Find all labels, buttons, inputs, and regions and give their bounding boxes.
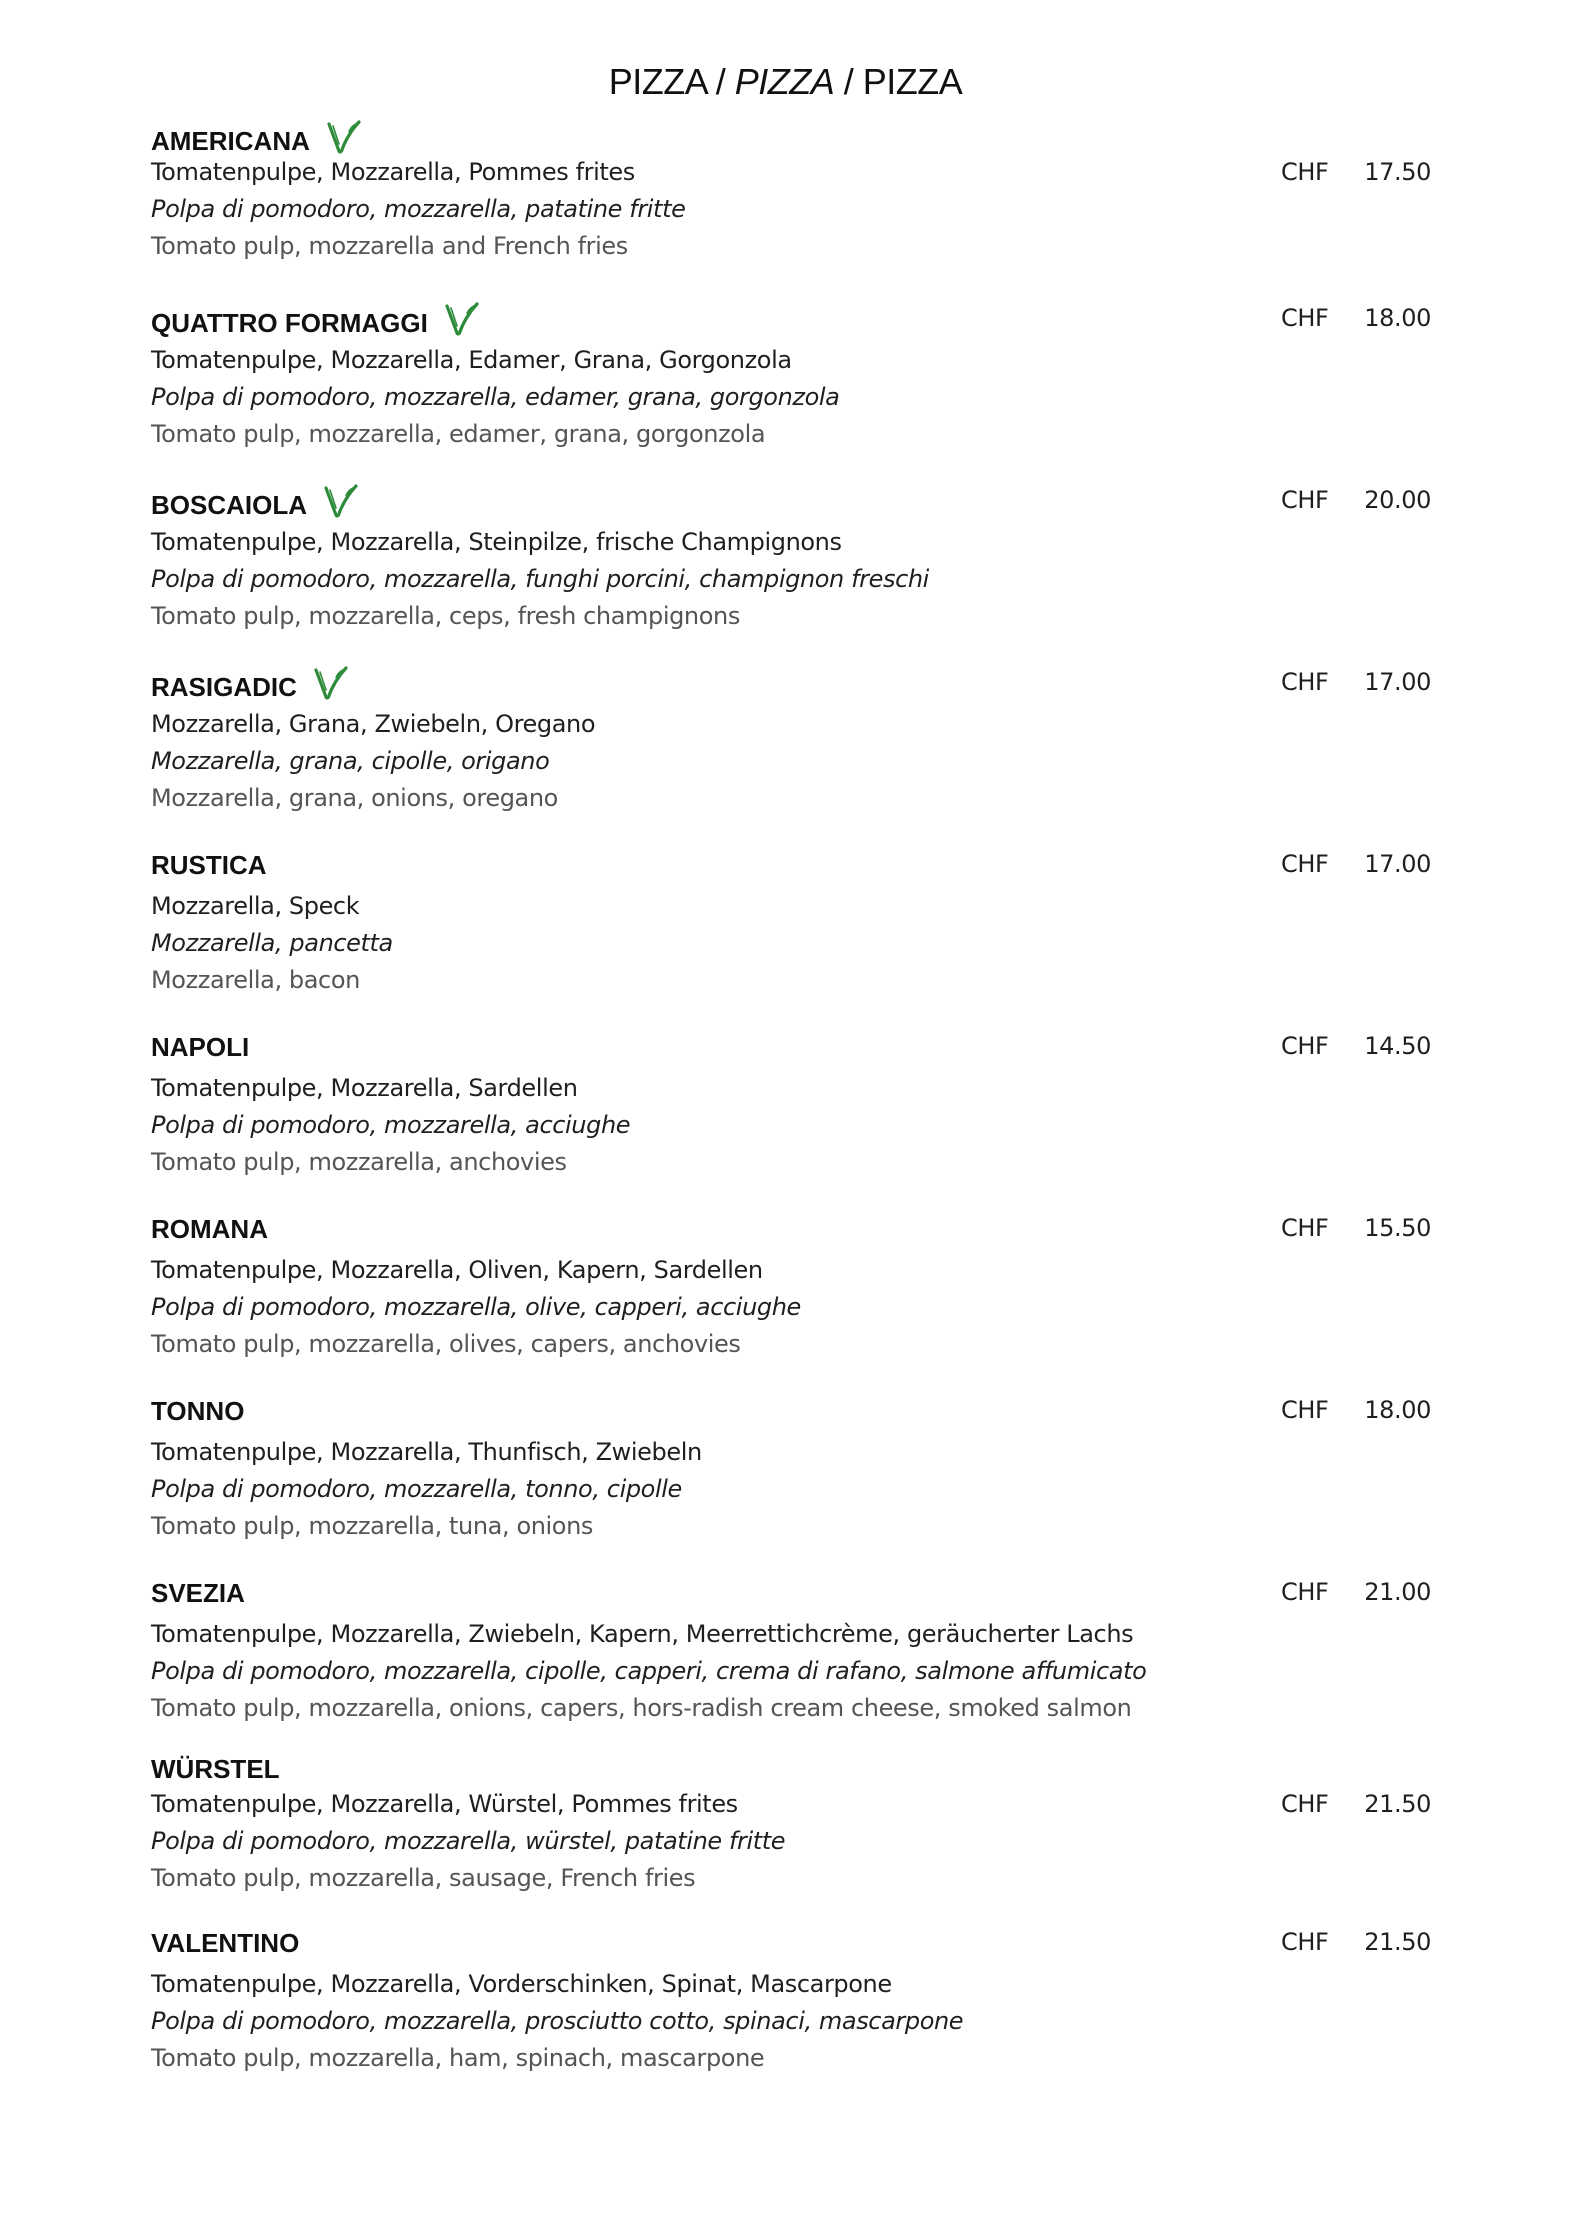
description-italian: Polpa di pomodoro, mozzarella, tonno, cipolle	[151, 1475, 682, 1503]
price-currency: CHF	[1281, 1928, 1329, 1956]
description-italian: Polpa di pomodoro, mozzarella, prosciutto cotto, spinaci, mascarpone	[151, 2007, 964, 2035]
leaf-icon	[313, 664, 349, 702]
item-name-text: AMERICANA	[151, 125, 310, 156]
item-name	[151, 488, 359, 526]
description-german: Mozzarella, Speck	[151, 892, 360, 920]
title-german: PIZZA /	[608, 61, 726, 102]
menu-item	[151, 1580, 1431, 1733]
description-italian: Polpa di pomodoro, mozzarella, würstel, patatine fritte	[151, 1827, 786, 1855]
description-english: Tomato pulp, mozzarella, ham, spinach, mascarpone	[151, 2044, 765, 2072]
menu-item	[151, 1756, 1431, 1903]
price-value: 21.50	[1364, 1928, 1431, 1956]
menu-item	[151, 1034, 1431, 1187]
price-currency: CHF	[1281, 1578, 1329, 1606]
description-german: Mozzarella, Grana, Zwiebeln, Oregano	[151, 710, 596, 738]
menu-item	[151, 306, 1431, 459]
item-name	[151, 1398, 244, 1424]
title-english: / PIZZA	[843, 61, 963, 102]
description-german: Tomatenpulpe, Mozzarella, Sardellen	[151, 1074, 578, 1102]
leaf-icon	[326, 118, 362, 156]
price-currency: CHF	[1281, 850, 1329, 878]
menu-item	[151, 1398, 1431, 1551]
menu-item	[151, 488, 1431, 641]
title-italian: PIZZA	[734, 61, 835, 102]
price-currency: CHF	[1281, 1032, 1329, 1060]
price-value: 18.00	[1364, 1396, 1431, 1424]
price-value: 17.50	[1364, 158, 1431, 186]
description-english: Tomato pulp, mozzarella, anchovies	[151, 1148, 567, 1176]
description-italian: Mozzarella, pancetta	[151, 929, 393, 957]
item-name-text: NAPOLI	[151, 1032, 250, 1062]
price-currency: CHF	[1281, 1214, 1329, 1242]
description-english: Tomato pulp, mozzarella, onions, capers, hors-radish cream cheese, smoked salmon	[151, 1694, 1132, 1722]
description-german: Tomatenpulpe, Mozzarella, Thunfisch, Zwiebeln	[151, 1438, 702, 1466]
item-name-text: VALENTINO	[151, 1928, 300, 1958]
price-value: 20.00	[1364, 486, 1431, 514]
description-german: Tomatenpulpe, Mozzarella, Würstel, Pommes frites	[151, 1790, 738, 1818]
description-german: Tomatenpulpe, Mozzarella, Zwiebeln, Kapern, Meerrettichcrème, geräucherter Lachs	[151, 1620, 1134, 1648]
price-value: 21.00	[1364, 1578, 1431, 1606]
item-name	[151, 1930, 299, 1956]
description-italian: Mozzarella, grana, cipolle, origano	[151, 747, 550, 775]
description-english: Tomato pulp, mozzarella, tuna, onions	[151, 1512, 594, 1540]
price-value: 14.50	[1364, 1032, 1431, 1060]
description-english: Tomato pulp, mozzarella, sausage, French fries	[151, 1864, 696, 1892]
leaf-icon	[323, 482, 359, 520]
menu-item	[151, 1930, 1431, 2083]
price-value: 18.00	[1364, 304, 1431, 332]
price-value: 17.00	[1364, 850, 1431, 878]
item-name-text: ROMANA	[151, 1214, 268, 1244]
item-name-text: SVEZIA	[151, 1578, 245, 1608]
menu-item	[151, 670, 1431, 823]
price-currency: CHF	[1281, 158, 1329, 186]
price-value: 21.50	[1364, 1790, 1431, 1818]
price-currency: CHF	[1281, 304, 1329, 332]
description-german: Tomatenpulpe, Mozzarella, Oliven, Kapern, Sardellen	[151, 1256, 763, 1284]
description-italian: Polpa di pomodoro, mozzarella, cipolle, capperi, crema di rafano, salmone affumicato	[151, 1657, 1147, 1685]
item-name-text: TONNO	[151, 1396, 245, 1426]
description-german: Tomatenpulpe, Mozzarella, Vorderschinken, Spinat, Mascarpone	[151, 1970, 892, 1998]
item-name	[151, 124, 362, 162]
item-name-text: BOSCAIOLA	[151, 489, 307, 520]
description-english: Tomato pulp, mozzarella and French fries	[151, 232, 628, 260]
item-name	[151, 670, 349, 708]
description-italian: Polpa di pomodoro, mozzarella, patatine fritte	[151, 195, 686, 223]
description-german: Tomatenpulpe, Mozzarella, Pommes frites	[151, 158, 635, 186]
description-italian: Polpa di pomodoro, mozzarella, funghi porcini, champignon freschi	[151, 565, 929, 593]
price-value: 17.00	[1364, 668, 1431, 696]
item-name	[151, 306, 480, 344]
item-name-text: RUSTICA	[151, 850, 267, 880]
item-name	[151, 1756, 280, 1782]
price-currency: CHF	[1281, 1396, 1329, 1424]
description-german: Tomatenpulpe, Mozzarella, Steinpilze, frische Champignons	[151, 528, 842, 556]
item-name	[151, 852, 267, 878]
item-name-text: QUATTRO FORMAGGI	[151, 307, 428, 338]
price-value: 15.50	[1364, 1214, 1431, 1242]
description-english: Tomato pulp, mozzarella, ceps, fresh champignons	[151, 602, 740, 630]
menu-item	[151, 1216, 1431, 1369]
price-currency: CHF	[1281, 668, 1329, 696]
item-name-text: WÜRSTEL	[151, 1754, 280, 1784]
item-name	[151, 1034, 249, 1060]
price-currency: CHF	[1281, 1790, 1329, 1818]
leaf-icon	[444, 300, 480, 338]
description-italian: Polpa di pomodoro, mozzarella, olive, capperi, acciughe	[151, 1293, 801, 1321]
page-title	[0, 61, 1571, 102]
item-name	[151, 1216, 268, 1242]
description-english: Tomato pulp, mozzarella, edamer, grana, gorgonzola	[151, 420, 766, 448]
description-english: Mozzarella, grana, onions, oregano	[151, 784, 558, 812]
description-english: Mozzarella, bacon	[151, 966, 360, 994]
item-name-text: RASIGADIC	[151, 671, 297, 702]
description-italian: Polpa di pomodoro, mozzarella, edamer, grana, gorgonzola	[151, 383, 840, 411]
description-german: Tomatenpulpe, Mozzarella, Edamer, Grana, Gorgonzola	[151, 346, 792, 374]
menu-item	[151, 124, 1431, 271]
description-english: Tomato pulp, mozzarella, olives, capers, anchovies	[151, 1330, 741, 1358]
item-name	[151, 1580, 245, 1606]
menu-item	[151, 852, 1431, 1005]
description-italian: Polpa di pomodoro, mozzarella, acciughe	[151, 1111, 631, 1139]
price-currency: CHF	[1281, 486, 1329, 514]
